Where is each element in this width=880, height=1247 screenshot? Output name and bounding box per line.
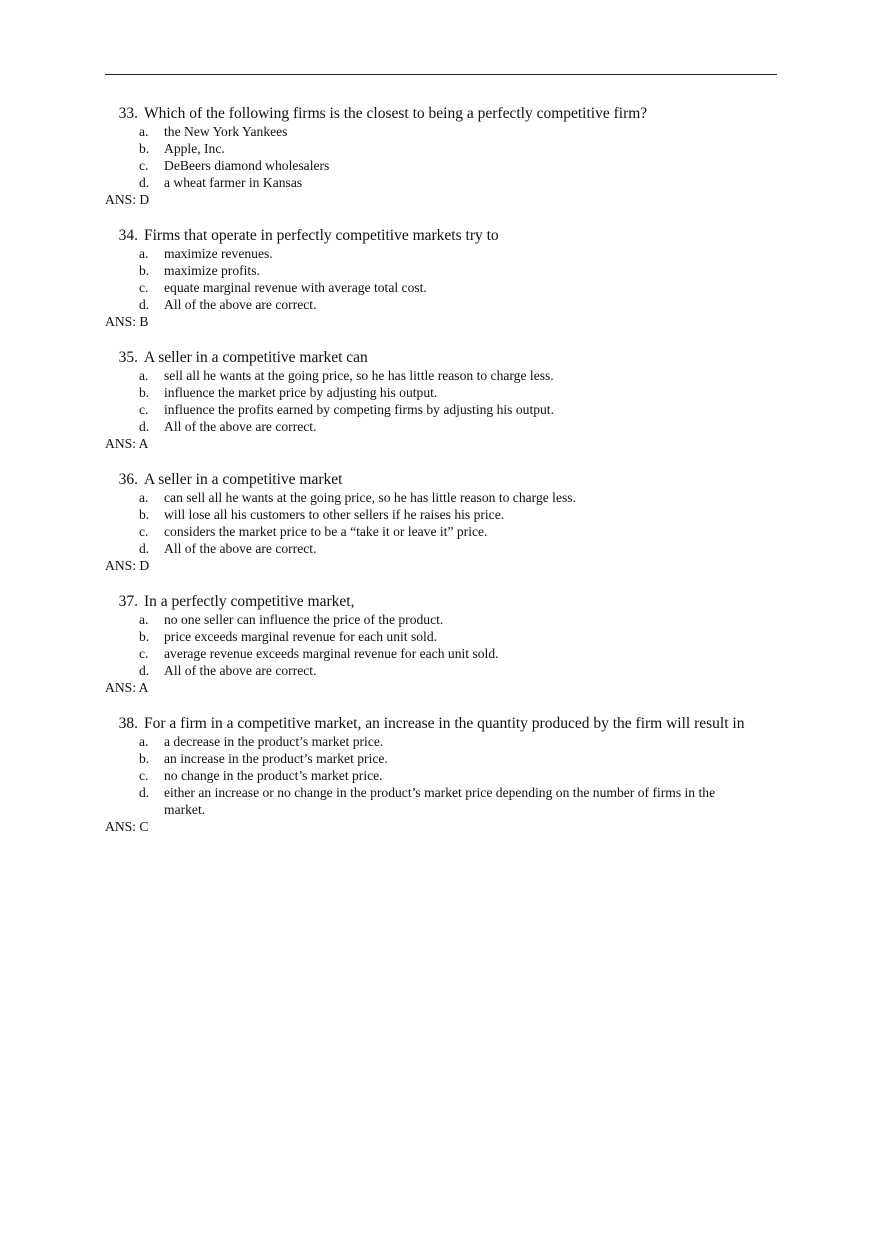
option-letter: d. (139, 419, 150, 434)
option-text: no change in the product’s market price. (164, 768, 383, 783)
option-text: either an increase or no change in the product’s market price depending on the number of firms in the market. (164, 785, 716, 817)
option-c (139, 523, 785, 540)
question-stem (105, 714, 785, 733)
option-c (139, 645, 785, 662)
option-letter: b. (139, 141, 150, 156)
option-list (105, 123, 785, 191)
option-text: sell all he wants at the going price, so he has little reason to charge less. (164, 368, 554, 383)
option-text: All of the above are correct. (164, 541, 317, 556)
option-letter: d. (139, 663, 150, 678)
option-letter: d. (139, 785, 150, 800)
option-letter: c. (139, 768, 149, 783)
question-number: 36. (118, 471, 138, 488)
question-34 (105, 226, 785, 330)
answer-key: ANS: A (105, 680, 149, 695)
question-text: A seller in a competitive market (144, 471, 343, 488)
option-letter: a. (139, 368, 149, 383)
option-a (139, 611, 785, 628)
option-d (139, 662, 785, 679)
option-text: equate marginal revenue with average total cost. (164, 280, 427, 295)
option-text: influence the profits earned by competing firms by adjusting his output. (164, 402, 554, 417)
question-number: 33. (118, 105, 138, 122)
question-list (105, 104, 785, 853)
option-d (139, 784, 785, 818)
answer-key: ANS: D (105, 192, 150, 207)
option-letter: a. (139, 734, 149, 749)
question-stem (105, 104, 785, 123)
answer-key: ANS: B (105, 314, 149, 329)
option-letter: c. (139, 524, 149, 539)
question-text: In a perfectly competitive market, (144, 593, 355, 610)
question-38 (105, 714, 785, 835)
option-text: an increase in the product’s market price. (164, 751, 388, 766)
option-text: the New York Yankees (164, 124, 288, 139)
option-c (139, 767, 785, 784)
option-text: All of the above are correct. (164, 663, 317, 678)
question-text: Which of the following firms is the closest to being a perfectly competitive firm? (144, 105, 648, 122)
option-list (105, 245, 785, 313)
question-number: 38. (118, 715, 138, 732)
option-c (139, 401, 785, 418)
option-list (105, 489, 785, 557)
option-letter: a. (139, 124, 149, 139)
header-rule (105, 74, 777, 75)
option-d (139, 174, 785, 191)
option-a (139, 367, 785, 384)
option-list (105, 367, 785, 435)
option-letter: a. (139, 490, 149, 505)
question-text: A seller in a competitive market can (144, 349, 368, 366)
question-35 (105, 348, 785, 452)
option-letter: d. (139, 541, 150, 556)
option-text: Apple, Inc. (164, 141, 225, 156)
option-a (139, 245, 785, 262)
question-number: 37. (118, 593, 138, 610)
question-text: For a firm in a competitive market, an increase in the quantity produced by the firm will result in (144, 715, 745, 732)
question-stem (105, 226, 785, 245)
answer-key: ANS: D (105, 558, 150, 573)
question-37 (105, 592, 785, 696)
option-text: maximize profits. (164, 263, 260, 278)
option-text: influence the market price by adjusting his output. (164, 385, 438, 400)
option-text: average revenue exceeds marginal revenue for each unit sold. (164, 646, 499, 661)
option-letter: b. (139, 507, 150, 522)
option-d (139, 418, 785, 435)
option-letter: c. (139, 158, 149, 173)
option-list (105, 733, 785, 818)
option-b (139, 262, 785, 279)
option-b (139, 628, 785, 645)
option-letter: c. (139, 646, 149, 661)
option-c (139, 279, 785, 296)
option-b (139, 384, 785, 401)
option-text: considers the market price to be a “take it or leave it” price. (164, 524, 488, 539)
option-text: will lose all his customers to other sellers if he raises his price. (164, 507, 505, 522)
option-text: maximize revenues. (164, 246, 273, 261)
option-b (139, 140, 785, 157)
option-letter: b. (139, 629, 150, 644)
question-number: 35. (118, 349, 138, 366)
option-text: All of the above are correct. (164, 419, 317, 434)
option-a (139, 733, 785, 750)
option-text: a decrease in the product’s market price. (164, 734, 384, 749)
option-letter: b. (139, 751, 150, 766)
option-letter: d. (139, 297, 150, 312)
question-stem (105, 348, 785, 367)
option-text: no one seller can influence the price of the product. (164, 612, 444, 627)
option-letter: b. (139, 385, 150, 400)
question-stem (105, 470, 785, 489)
option-letter: d. (139, 175, 150, 190)
option-text: a wheat farmer in Kansas (164, 175, 303, 190)
question-number: 34. (118, 227, 138, 244)
answer-key: ANS: A (105, 436, 149, 451)
question-33 (105, 104, 785, 208)
question-36 (105, 470, 785, 574)
option-b (139, 750, 785, 767)
option-text: DeBeers diamond wholesalers (164, 158, 330, 173)
question-stem (105, 592, 785, 611)
option-a (139, 489, 785, 506)
option-letter: c. (139, 280, 149, 295)
option-letter: b. (139, 263, 150, 278)
option-letter: a. (139, 612, 149, 627)
answer-key: ANS: C (105, 819, 149, 834)
option-letter: c. (139, 402, 149, 417)
option-c (139, 157, 785, 174)
option-d (139, 540, 785, 557)
option-letter: a. (139, 246, 149, 261)
option-d (139, 296, 785, 313)
option-text: All of the above are correct. (164, 297, 317, 312)
option-text: can sell all he wants at the going price, so he has little reason to charge less. (164, 490, 576, 505)
option-list (105, 611, 785, 679)
option-a (139, 123, 785, 140)
question-text: Firms that operate in perfectly competitive markets try to (144, 227, 499, 244)
option-text: price exceeds marginal revenue for each unit sold. (164, 629, 438, 644)
option-b (139, 506, 785, 523)
